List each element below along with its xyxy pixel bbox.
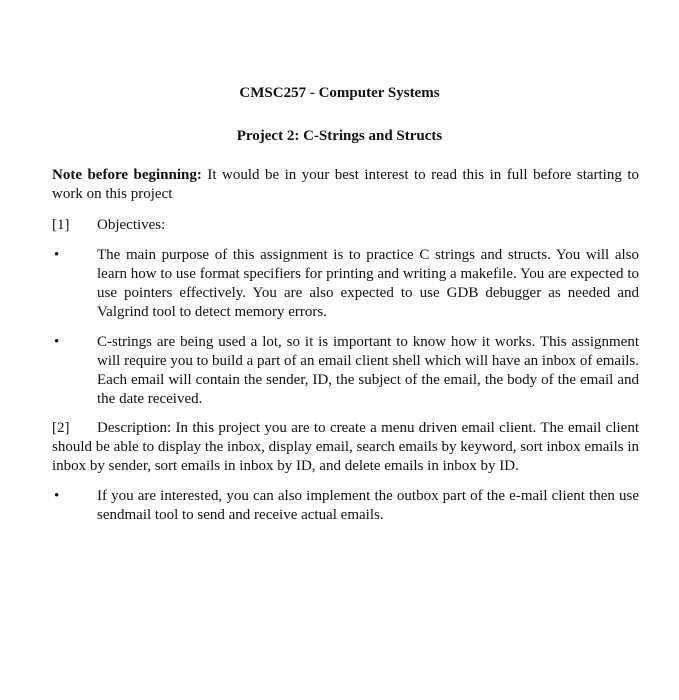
document-subtitle: Project 2: C-Strings and Structs [236, 128, 443, 144]
bullet-text: C-strings are being used a lot, so it is important to know how it works. This assignment will require you to build a part of an email client shell which will have an inbox of emails. Each email will contain the sender, ID, the subject of the email, the body of the email and the date received. [97, 334, 639, 407]
document-title: CMSC257 - Computer Systems [239, 85, 440, 101]
bullet-symbol: • [54, 334, 60, 350]
bullet-symbol: • [54, 247, 60, 263]
description-number: [2] [52, 420, 70, 436]
objectives-heading [52, 216, 639, 235]
bullet-symbol: • [54, 488, 60, 504]
description-text: Description: In this project you are to create a menu driven email client. The email client should be able to display the inbox, display email, search emails by keyword, sort inbox emails in inbox by sender, sort emails in inbox by ID, and delete emails in inbox by ID. [52, 420, 639, 474]
description-paragraph [52, 419, 639, 476]
bullet-text: If you are interested, you can also implement the outbox part of the e-mail client then use sendmail tool to send and receive actual emails. [97, 488, 639, 523]
note-label: Note before beginning: [52, 167, 202, 183]
objectives-label: Objectives: [97, 217, 166, 233]
bullet-text: The main purpose of this assignment is to practice C strings and structs. You will also learn how to use format specifiers for printing and writing a makefile. You are expected to use pointers effectively. You are also expected to use GDB debugger as needed and Valgrind tool to detect memory errors. [97, 247, 639, 320]
note-paragraph [52, 166, 639, 204]
objectives-number: [1] [52, 217, 70, 233]
note-text: It would be in your best interest to read this in full before starting to work on this project [52, 167, 639, 202]
